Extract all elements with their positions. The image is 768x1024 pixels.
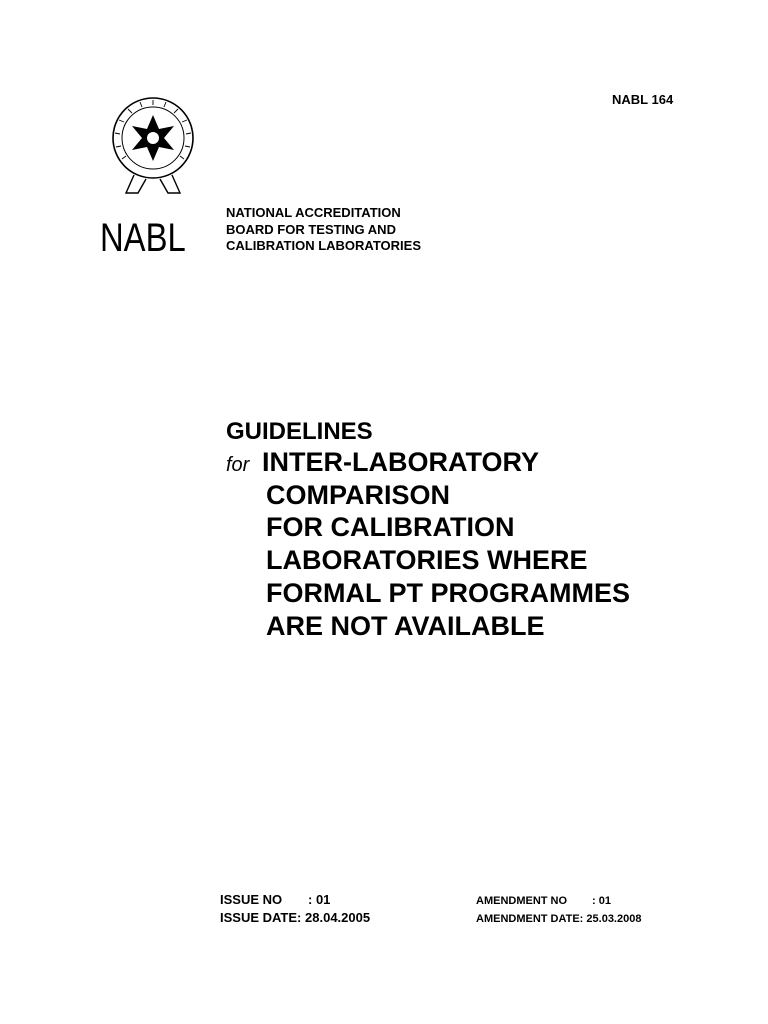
- amendment-info: [476, 892, 641, 928]
- nabl-seal-icon: [108, 95, 198, 197]
- organization-line: BOARD FOR TESTING AND: [226, 221, 396, 237]
- issue-date-value: 28.04.2005: [305, 910, 371, 925]
- issue-no-label: ISSUE NO: [220, 892, 283, 907]
- amendment-date-value: 25.03.2008: [586, 913, 642, 925]
- amendment-date-label: AMENDMENT DATE:: [476, 913, 584, 925]
- title-line: FOR CALIBRATION: [266, 512, 515, 543]
- document-code: NABL 164: [612, 92, 674, 107]
- organization-line: CALIBRATION LABORATORIES: [226, 238, 421, 253]
- organization-line: NATIONAL ACCREDITATION: [226, 205, 401, 220]
- issue-date-label: ISSUE DATE:: [220, 910, 302, 925]
- amendment-no-label: AMENDMENT NO: [476, 895, 568, 907]
- title-line: ARE NOT AVAILABLE: [266, 610, 545, 641]
- amendment-no-value: : 01: [592, 895, 611, 907]
- issue-info: [220, 891, 370, 927]
- title-line: LABORATORIES WHERE: [266, 545, 588, 576]
- title-for-word: for: [226, 454, 250, 476]
- document-title: [262, 446, 630, 642]
- title-line: FORMAL PT PROGRAMMES: [266, 577, 630, 608]
- title-guidelines: GUIDELINES: [226, 418, 373, 445]
- title-line: COMPARISON: [266, 479, 451, 510]
- issue-no-value: : 01: [308, 892, 331, 907]
- logo-acronym: NABL: [100, 216, 186, 260]
- title-line: INTER-LABORATORY: [262, 447, 539, 477]
- organization-name: [226, 205, 421, 255]
